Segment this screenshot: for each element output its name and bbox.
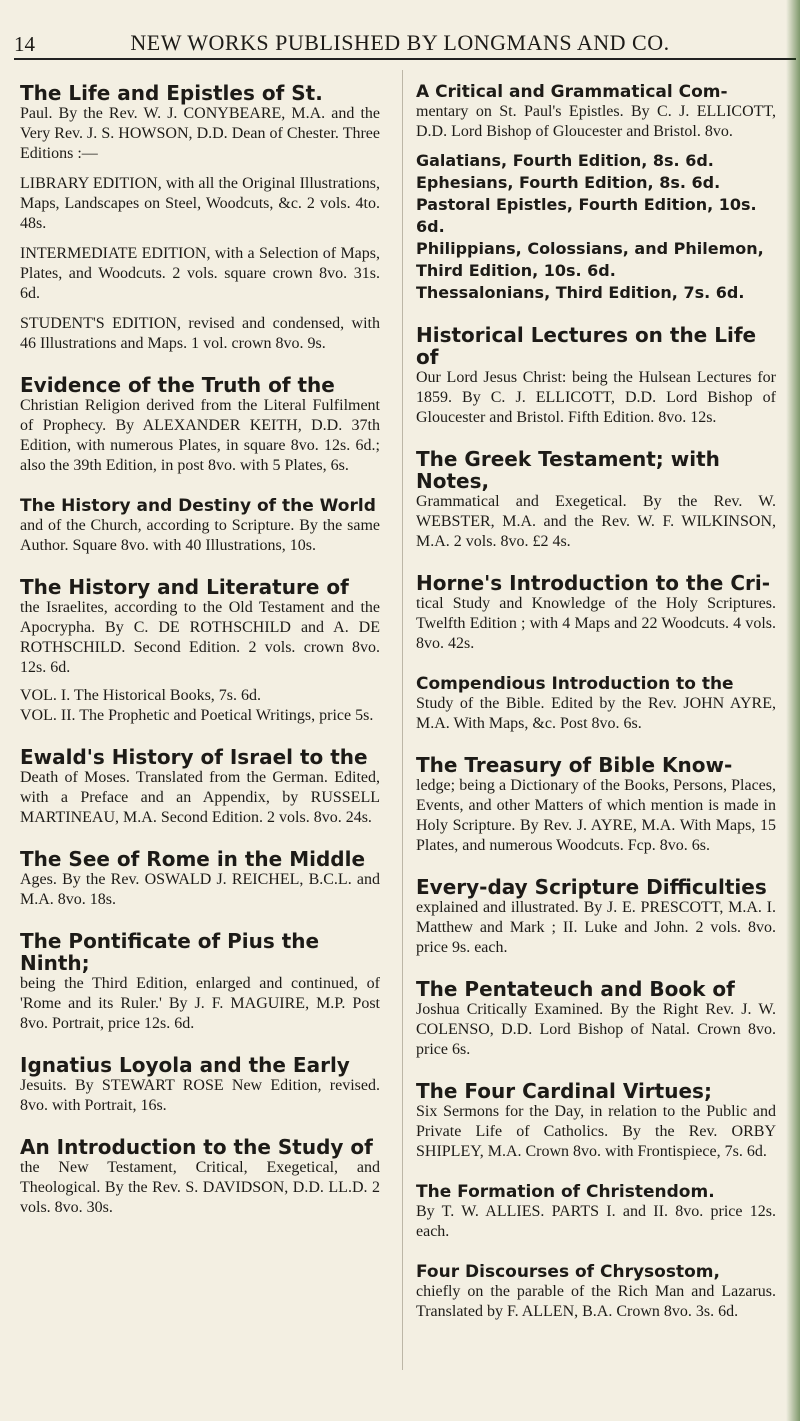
list-item: Galatians, Fourth Edition, 8s. 6d. — [416, 151, 714, 170]
book-entry — [20, 576, 380, 726]
entry-body: mentary on St. Paul's Epistles. By C. J. ELLICOTT, D.D. Lord Bishop of Gloucester and Bristol. 8vo. — [416, 103, 776, 140]
page-edge-shadow — [786, 0, 800, 1421]
book-entry — [416, 1262, 776, 1322]
right-column — [416, 82, 776, 1342]
entry-body: being the Third Edition, enlarged and continued, of 'Rome and its Ruler.' By J. F. MAGUIRE, M.P. Post 8vo. Portrait, price 12s. 6d. — [20, 975, 380, 1032]
entry-title: The Pentateuch and Book of — [416, 977, 735, 1001]
book-entry — [416, 876, 776, 958]
entry-title: Evidence of the Truth of the — [20, 373, 335, 397]
left-column — [20, 82, 380, 1238]
entry-title: Ewald's History of Israel to the — [20, 745, 368, 769]
entry-body: ledge; being a Dictionary of the Books, Persons, Places, Events, and other Matters of which mention is made in Holy Scripture. By Rev. J. AYRE, M.A. With Maps, 15 Plates, and numerous Woodcuts. Fcp. 8vo. 6s. — [416, 777, 776, 854]
entry-title: The Life and Epistles of St. — [20, 81, 323, 105]
book-entry — [20, 1054, 380, 1116]
column-divider — [402, 70, 403, 1370]
list-item: Philippians, Colossians, and Philemon, Third Edition, 10s. 6d. — [416, 239, 764, 280]
volume-note: VOL. I. The Historical Books, 7s. 6d. — [20, 687, 262, 704]
entry-body: Joshua Critically Examined. By the Right Rev. J. W. COLENSO, D.D. Lord Bishop of Natal. Crown 8vo. price 6s. — [416, 1001, 776, 1058]
book-entry — [416, 572, 776, 654]
volume-note: VOL. II. The Prophetic and Poetical Writings, price 5s. — [20, 707, 374, 724]
entry-body: explained and illustrated. By J. E. PRESCOTT, M.A. I. Matthew and Mark ; II. Luke and John. 2 vols. 8vo. price 9s. each. — [416, 899, 776, 956]
book-entry — [20, 930, 380, 1034]
book-entry — [416, 82, 776, 304]
entry-title: An Introduction to the Study of — [20, 1135, 373, 1159]
entry-body: Our Lord Jesus Christ: being the Hulsean Lectures for 1859. By C. J. ELLICOTT, D.D. Lord Bishop of Gloucester and Bristol. Fifth Edition. 8vo. 12s. — [416, 369, 776, 426]
entry-body: the Israelites, according to the Old Testament and the Apocrypha. By C. DE ROTHSCHILD and A. DE ROTHSCHILD. Second Edition. 2 vols. crown 8vo. 12s. 6d. — [20, 599, 380, 676]
entry-title: Compendious Introduction to the — [416, 674, 734, 694]
entry-body: By T. W. ALLIES. PARTS I. and II. 8vo. price 12s. each. — [416, 1203, 776, 1240]
book-entry — [20, 1136, 380, 1218]
book-entry — [20, 746, 380, 828]
entry-body: Study of the Bible. Edited by the Rev. JOHN AYRE, M.A. With Maps, &c. Post 8vo. 6s. — [416, 695, 776, 732]
book-entry — [416, 324, 776, 428]
entry-title: The Four Cardinal Virtues; — [416, 1079, 712, 1103]
entry-body: tical Study and Knowledge of the Holy Scriptures. Twelfth Edition ; with 4 Maps and 22 Woodcuts. 4 vols. 8vo. 42s. — [416, 595, 776, 652]
entry-title: The History and Destiny of the World — [20, 496, 376, 516]
entry-body: Christian Religion derived from the Literal Fulfilment of Prophecy. By ALEXANDER KEITH, D.D. 37th Edition, with numerous Plates, in square 8vo. 12s. 6d.; also the 39th Edition, in post 8vo. with 5 Plates, 6s. — [20, 397, 380, 474]
list-item: Ephesians, Fourth Edition, 8s. 6d. — [416, 173, 721, 192]
header-rule — [14, 58, 796, 60]
entry-body: Grammatical and Exegetical. By the Rev. W. WEBSTER, M.A. and the Rev. W. F. WILKINSON, M.A. 2 vols. 8vo. £2 4s. — [416, 493, 776, 550]
entry-title: Horne's Introduction to the Cri- — [416, 571, 771, 595]
entry-title: Historical Lectures on the Life of — [416, 323, 757, 369]
book-entry — [20, 374, 380, 476]
edition-list — [416, 150, 776, 304]
entry-title: A Critical and Grammatical Com- — [416, 82, 728, 102]
entry-body: Death of Moses. Translated from the German. Edited, with a Preface and an Appendix, by RUSSELL MARTINEAU, M.A. Second Edition. 2 vols. 8vo. 24s. — [20, 769, 380, 826]
entry-title: The Treasury of Bible Know- — [416, 753, 733, 777]
entry-body: Six Sermons for the Day, in relation to the Public and Private Life of Catholics. By the Rev. ORBY SHIPLEY, M.A. Crown 8vo. with Frontispiece, 7s. 6d. — [416, 1103, 776, 1160]
list-item: Pastoral Epistles, Fourth Edition, 10s. 6d. — [416, 195, 757, 236]
entry-title: The Pontificate of Pius the Ninth; — [20, 929, 320, 975]
book-entry — [20, 82, 380, 354]
book-entry — [416, 674, 776, 734]
book-entry — [416, 1080, 776, 1162]
list-item: Thessalonians, Third Edition, 7s. 6d. — [416, 283, 745, 302]
edition-note: INTERMEDIATE EDITION, with a Selection of Maps, Plates, and Woodcuts. 2 vols. square crown 8vo. 31s. 6d. — [20, 245, 380, 302]
edition-note: STUDENT'S EDITION, revised and condensed, with 46 Illustrations and Maps. 1 vol. crown 8vo. 9s. — [20, 315, 380, 352]
running-title: NEW WORKS PUBLISHED BY LONGMANS AND CO. — [130, 30, 670, 55]
entry-title: The See of Rome in the Middle — [20, 847, 366, 871]
book-entry — [416, 754, 776, 856]
entry-title: Ignatius Loyola and the Early — [20, 1053, 350, 1077]
entry-body: Ages. By the Rev. OSWALD J. REICHEL, B.C.L. and M.A. 8vo. 18s. — [20, 871, 380, 908]
entry-title: The History and Literature of — [20, 575, 349, 599]
page-number: 14 — [14, 32, 35, 56]
entry-title: The Greek Testament; with Notes, — [416, 447, 720, 493]
entry-title: Every-day Scripture Difficulties — [416, 875, 767, 899]
entry-body: chiefly on the parable of the Rich Man and Lazarus. Translated by F. ALLEN, B.A. Crown 8vo. 3s. 6d. — [416, 1283, 776, 1320]
entry-body: Paul. By the Rev. W. J. CONYBEARE, M.A. and the Very Rev. J. S. HOWSON, D.D. Dean of Chester. Three Editions :— — [20, 105, 380, 162]
entry-body: the New Testament, Critical, Exegetical, and Theological. By the Rev. S. DAVIDSON, D.D. LL.D. 2 vols. 8vo. 30s. — [20, 1159, 380, 1216]
entry-title: Four Discourses of Chrysostom, — [416, 1262, 720, 1282]
book-entry — [416, 1182, 776, 1242]
edition-note: LIBRARY EDITION, with all the Original Illustrations, Maps, Landscapes on Steel, Woodcuts, &c. 2 vols. 4to. 48s. — [20, 175, 380, 232]
entry-body: and of the Church, according to Scripture. By the same Author. Square 8vo. with 40 Illustrations, 10s. — [20, 517, 380, 554]
book-entry — [416, 448, 776, 552]
book-entry — [20, 496, 380, 556]
page-header — [0, 26, 800, 56]
book-entry — [20, 848, 380, 910]
entry-body: Jesuits. By STEWART ROSE New Edition, revised. 8vo. with Portrait, 16s. — [20, 1077, 380, 1114]
entry-title: The Formation of Christendom. — [416, 1182, 715, 1202]
book-entry — [416, 978, 776, 1060]
